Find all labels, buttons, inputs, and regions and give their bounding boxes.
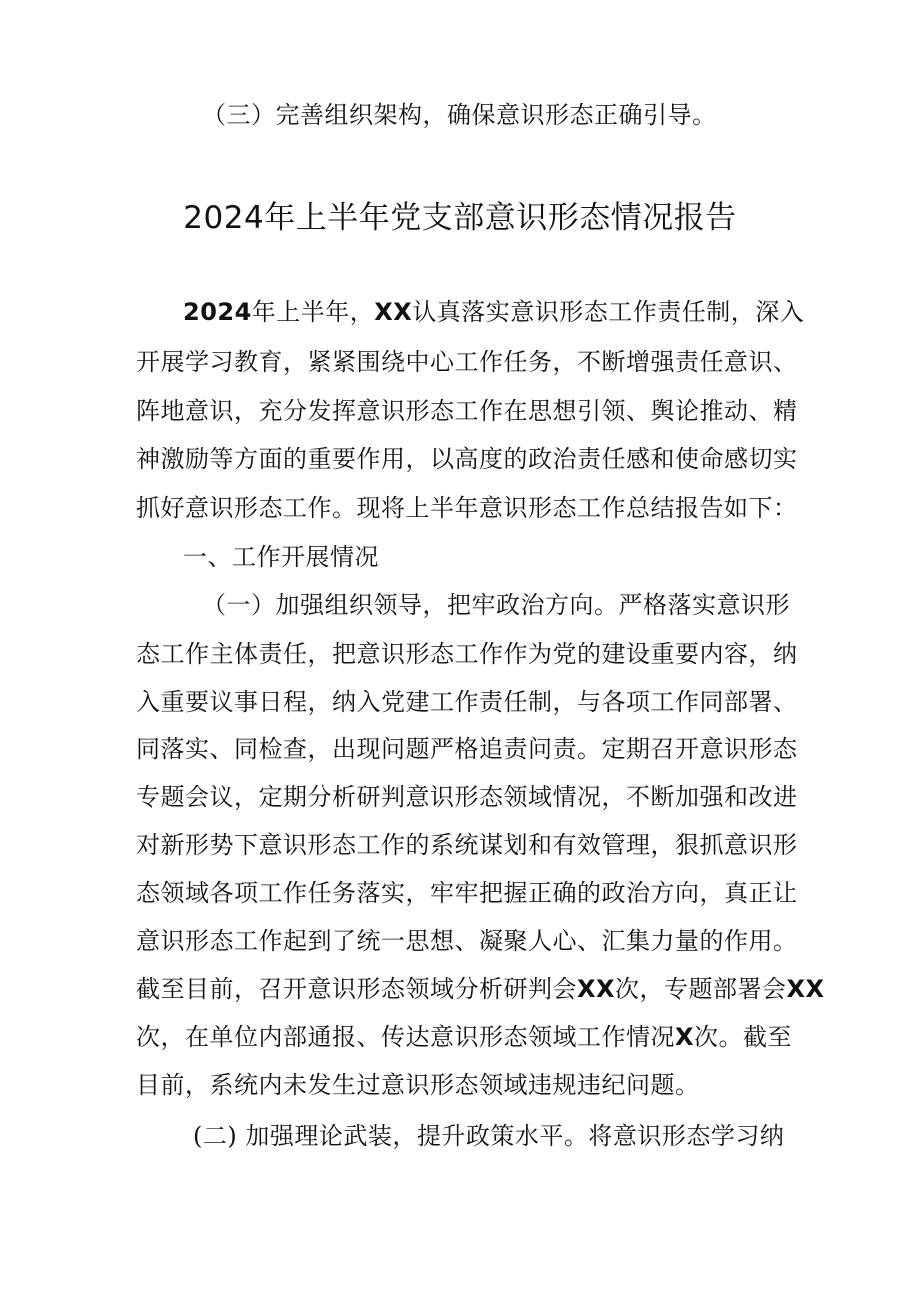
meeting-count-placeholder: XX xyxy=(577,975,616,1003)
sub1-line-1: （一）加强组织领导，把牢政治方向。严格落实意识形 xyxy=(202,591,790,619)
intro-unit-placeholder: XX xyxy=(374,298,413,326)
deployment-count-placeholder: XX xyxy=(786,975,825,1003)
intro-year: 2024 xyxy=(183,298,252,326)
sub1-line-9 xyxy=(136,974,825,1004)
section-1-heading: 一、工作开展情况 xyxy=(183,543,379,571)
intro-line-1 xyxy=(183,297,804,327)
briefing-count-placeholder: X xyxy=(675,1023,695,1051)
sub1-line-9-text-b: 次，专题部署会 xyxy=(615,975,787,1003)
intro-line-3: 阵地意识，充分发挥意识形态工作在思想引领、舆论推动、精 xyxy=(136,397,798,425)
sub2-line-1: (二) 加强理论武装，提升政策水平。将意识形态学习纳 xyxy=(193,1122,785,1150)
sub1-line-9-text-a: 截至目前，召开意识形态领域分析研判会 xyxy=(136,975,577,1003)
sub1-line-11: 目前，系统内未发生过意识形态领域违规违纪问题。 xyxy=(136,1071,700,1099)
sub1-line-5: 专题会议，定期分析研判意识形态领域情况，不断加强和改进 xyxy=(136,783,798,811)
sub1-line-6: 对新形势下意识形态工作的系统谋划和有效管理，狠抓意识形 xyxy=(136,831,798,859)
sub1-line-10-text-a: 次，在单位内部通报、传达意识形态领域工作情况 xyxy=(136,1023,675,1051)
intro-text-b: 认真落实意识形态工作责任制，深入 xyxy=(412,298,805,326)
sub1-line-4: 同落实、同检查，出现问题严格追责问责。定期召开意识形态 xyxy=(136,735,798,763)
previous-section-heading: （三）完善组织架构，确保意识形态正确引导。 xyxy=(202,101,717,129)
sub1-line-2: 态工作主体责任，把意识形态工作作为党的建设重要内容，纳 xyxy=(136,640,798,668)
sub1-line-7: 态领域各项工作任务落实，牢牢把握正确的政治方向，真正让 xyxy=(136,879,798,907)
sub1-line-10-text-b: 次。截至 xyxy=(694,1023,793,1051)
intro-line-2: 开展学习教育，紧紧围绕中心工作任务，不断增强责任意识、 xyxy=(136,348,798,376)
intro-line-5: 抓好意识形态工作。现将上半年意识形态工作总结报告如下： xyxy=(136,494,798,522)
document-title: 2024年上半年党支部意识形态情况报告 xyxy=(183,200,737,236)
sub1-line-3: 入重要议事日程，纳入党建工作责任制，与各项工作同部署、 xyxy=(136,688,798,716)
intro-text-a: 年上半年， xyxy=(251,298,375,326)
sub1-line-8: 意识形态工作起到了统一思想、凝聚人心、汇集力量的作用。 xyxy=(136,927,798,955)
sub1-line-10 xyxy=(136,1022,792,1052)
intro-line-4: 神激励等方面的重要作用，以高度的政治责任感和使命感切实 xyxy=(136,445,798,473)
